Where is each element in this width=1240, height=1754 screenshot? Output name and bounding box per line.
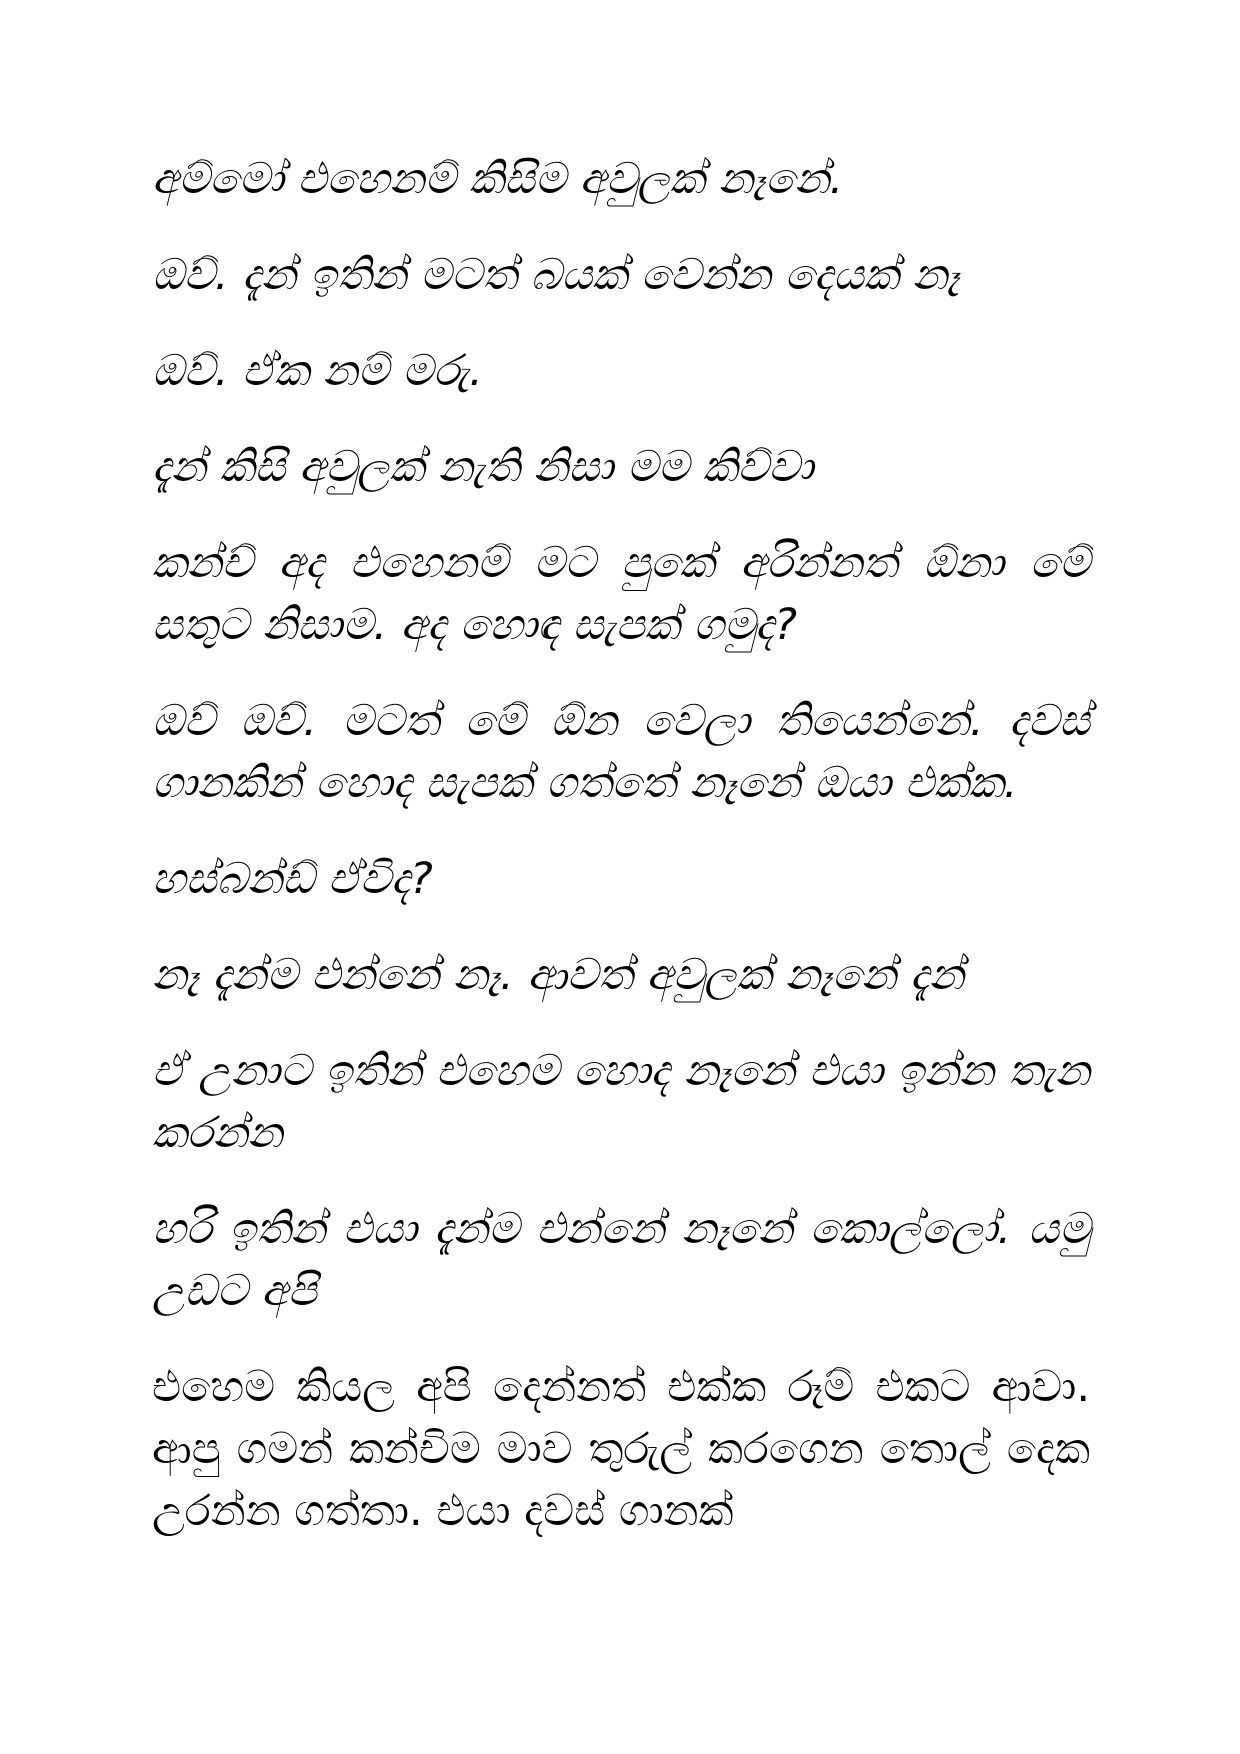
paragraph-10: හරි ඉතින් එයා දැන්ම එන්නේ නෑනේ කොල්ලෝ. යමු උඩට අපි bbox=[152, 1204, 1090, 1316]
document-body bbox=[152, 148, 1090, 1576]
paragraph-6: ඔව් ඔව්. මටත් මේ ඕන වෙලා තියෙන්නේ. දවස් ගානකින් හොද සැපක් ගත්තේ නෑනේ ඔයා එක්ක. bbox=[152, 696, 1090, 808]
paragraph-9: ඒ උනාට ඉතින් එහෙම හොද නෑනේ එයා ඉන්න තැන කරන්න bbox=[152, 1046, 1090, 1158]
paragraph-1: අම්මෝ එහෙනම් කිසිම අවුලක් නෑනේ. bbox=[152, 154, 844, 204]
paragraph-4: දැන් කිසි අවුලක් නැති නිසා මම කිව්වා bbox=[152, 442, 814, 492]
paragraph-11: එහෙම කියල අපි දෙන්නත් එක්ක රූම් එකට ආවා. ආපු ගමන් කන්චිම මාව තුරුල් කරගෙන තොල් දෙක උරන්න ගත්තා. එයා දවස් ගානක් bbox=[152, 1362, 1090, 1536]
paragraph-2: ඔව්. දැන් ඉතින් මටත් බයක් වෙන්න දෙයක් නෑ bbox=[152, 250, 960, 300]
paragraph-3: ඔව්. ඒක නම් මරු. bbox=[152, 346, 483, 396]
paragraph-5: කන්ච් අද එහෙනම් මට පුකේ අරින්නත් ඕනා මේ සතුට නිසාම. අද හොඳ සැපක් ගමුද? bbox=[152, 538, 1090, 650]
paragraph-7: හස්බන්ඩ් ඒවිද? bbox=[152, 854, 433, 904]
paragraph-8: නෑ දැන්ම එන්නේ නෑ. ආවත් අවුලක් නෑනේ දැන් bbox=[152, 950, 965, 1000]
